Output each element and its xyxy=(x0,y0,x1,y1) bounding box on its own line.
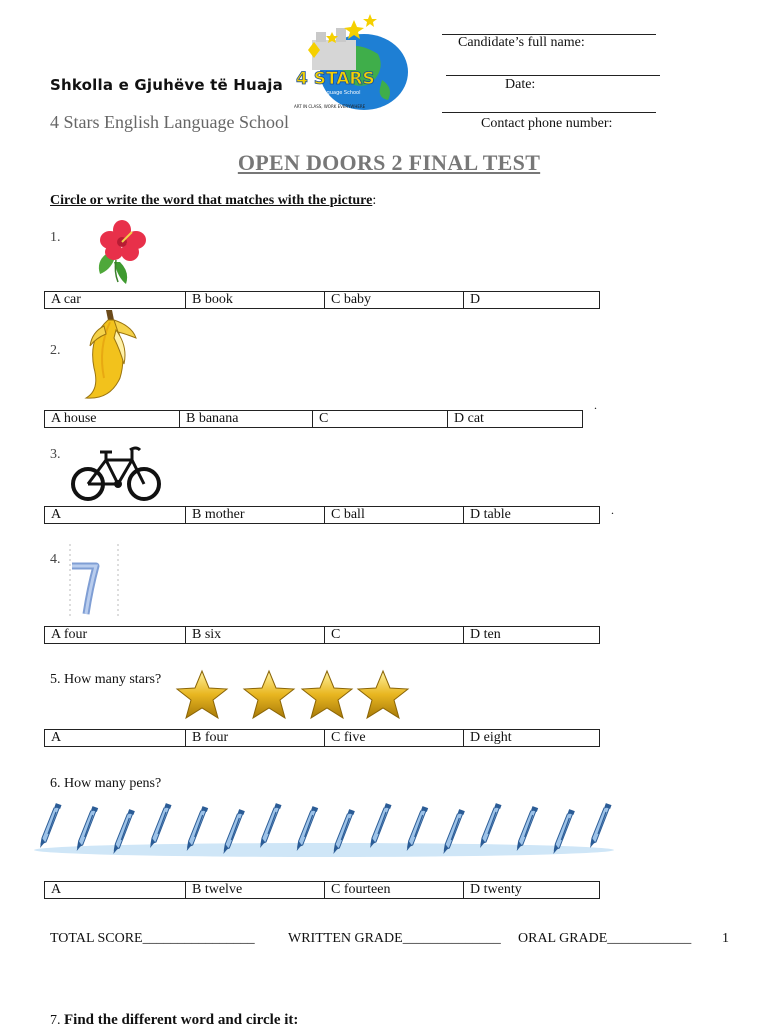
stray-mark: . xyxy=(611,503,614,517)
question-1-options xyxy=(44,291,600,309)
number-seven-icon xyxy=(64,542,124,620)
option-a[interactable]: A xyxy=(45,882,186,899)
option-a[interactable]: A xyxy=(45,730,186,747)
candidate-name-line[interactable] xyxy=(446,75,660,76)
option-b[interactable]: B twelve xyxy=(186,882,325,899)
option-c[interactable]: C fourteen xyxy=(325,882,464,899)
question-2-number: 2. xyxy=(50,343,61,358)
banana-icon xyxy=(80,308,144,402)
bicycle-icon xyxy=(70,444,164,502)
star-icon xyxy=(358,671,408,718)
option-d[interactable]: D twenty xyxy=(464,882,600,899)
option-a[interactable]: A house xyxy=(45,411,180,428)
pens-picture xyxy=(34,800,624,870)
candidate-name-label: Candidate’s full name: xyxy=(458,35,585,50)
option-c[interactable]: C xyxy=(325,627,464,644)
pen-icon xyxy=(370,803,392,848)
logo-tagline: ART IN CLASS, WORK EVERYWHERE xyxy=(294,104,366,109)
star-icon xyxy=(177,671,227,718)
school-name-native: Shkolla e Gjuhëve të Huaja xyxy=(50,76,283,94)
pen-icon xyxy=(77,806,99,851)
question-5-text: 5. How many stars? xyxy=(50,672,162,687)
option-b[interactable]: B banana xyxy=(180,411,313,428)
option-d[interactable]: D eight xyxy=(464,730,600,747)
school-logo xyxy=(286,10,412,114)
question-3-number: 3. xyxy=(50,447,61,462)
pen-icon xyxy=(590,803,612,848)
option-a[interactable]: A car xyxy=(45,292,186,309)
option-c[interactable]: C xyxy=(313,411,448,428)
question-3-options xyxy=(44,506,600,524)
question-7-text: Find the different word and circle it: xyxy=(64,1012,299,1028)
total-score-field[interactable]: TOTAL SCORE________________ xyxy=(50,931,255,946)
flower-icon xyxy=(92,218,148,288)
question-5-options xyxy=(44,729,600,747)
logo-subtitle: English Language School xyxy=(298,90,361,96)
instruction-colon: : xyxy=(372,193,377,208)
pen-icon xyxy=(517,806,539,851)
phone-label: Contact phone number: xyxy=(481,116,613,131)
page-number: 1 xyxy=(722,931,729,946)
star-icon xyxy=(244,671,294,718)
option-d[interactable]: D xyxy=(464,292,600,309)
option-c[interactable]: C five xyxy=(325,730,464,747)
pen-icon xyxy=(480,803,502,848)
question-1-number: 1. xyxy=(50,230,61,245)
option-d[interactable]: D table xyxy=(464,507,600,524)
option-d[interactable]: D ten xyxy=(464,627,600,644)
question-7 xyxy=(50,1012,298,1029)
option-a[interactable]: A xyxy=(45,507,186,524)
option-d[interactable]: D cat xyxy=(448,411,583,428)
option-b[interactable]: B six xyxy=(186,627,325,644)
written-grade-field[interactable]: WRITTEN GRADE______________ xyxy=(288,931,501,946)
question-4-number: 4. xyxy=(50,552,61,567)
logo-title: 4 STARS xyxy=(296,69,375,89)
question-2-options xyxy=(44,410,583,428)
instruction-text: Circle or write the word that matches with the picture xyxy=(50,193,373,208)
question-6-text: 6. How many pens? xyxy=(50,776,162,791)
question-6-options xyxy=(44,881,600,899)
pen-icon xyxy=(260,803,282,848)
date-label: Date: xyxy=(505,77,536,92)
pen-icon xyxy=(150,803,172,848)
option-b[interactable]: B mother xyxy=(186,507,325,524)
option-a[interactable]: A four xyxy=(45,627,186,644)
school-name-english: 4 Stars English Language School xyxy=(50,112,289,132)
question-7-number: 7. xyxy=(50,1013,61,1028)
option-c[interactable]: C ball xyxy=(325,507,464,524)
instruction-line xyxy=(50,193,376,209)
test-title: OPEN DOORS 2 FINAL TEST xyxy=(237,150,541,175)
star-icon xyxy=(302,671,352,718)
question-4-options xyxy=(44,626,600,644)
oral-grade-field[interactable]: ORAL GRADE____________ xyxy=(518,931,692,946)
date-line[interactable] xyxy=(442,112,656,113)
option-c[interactable]: C baby xyxy=(325,292,464,309)
pen-icon xyxy=(40,803,62,848)
option-b[interactable]: B book xyxy=(186,292,325,309)
stray-mark: . xyxy=(594,398,597,412)
option-b[interactable]: B four xyxy=(186,730,325,747)
stars-picture xyxy=(174,668,414,724)
